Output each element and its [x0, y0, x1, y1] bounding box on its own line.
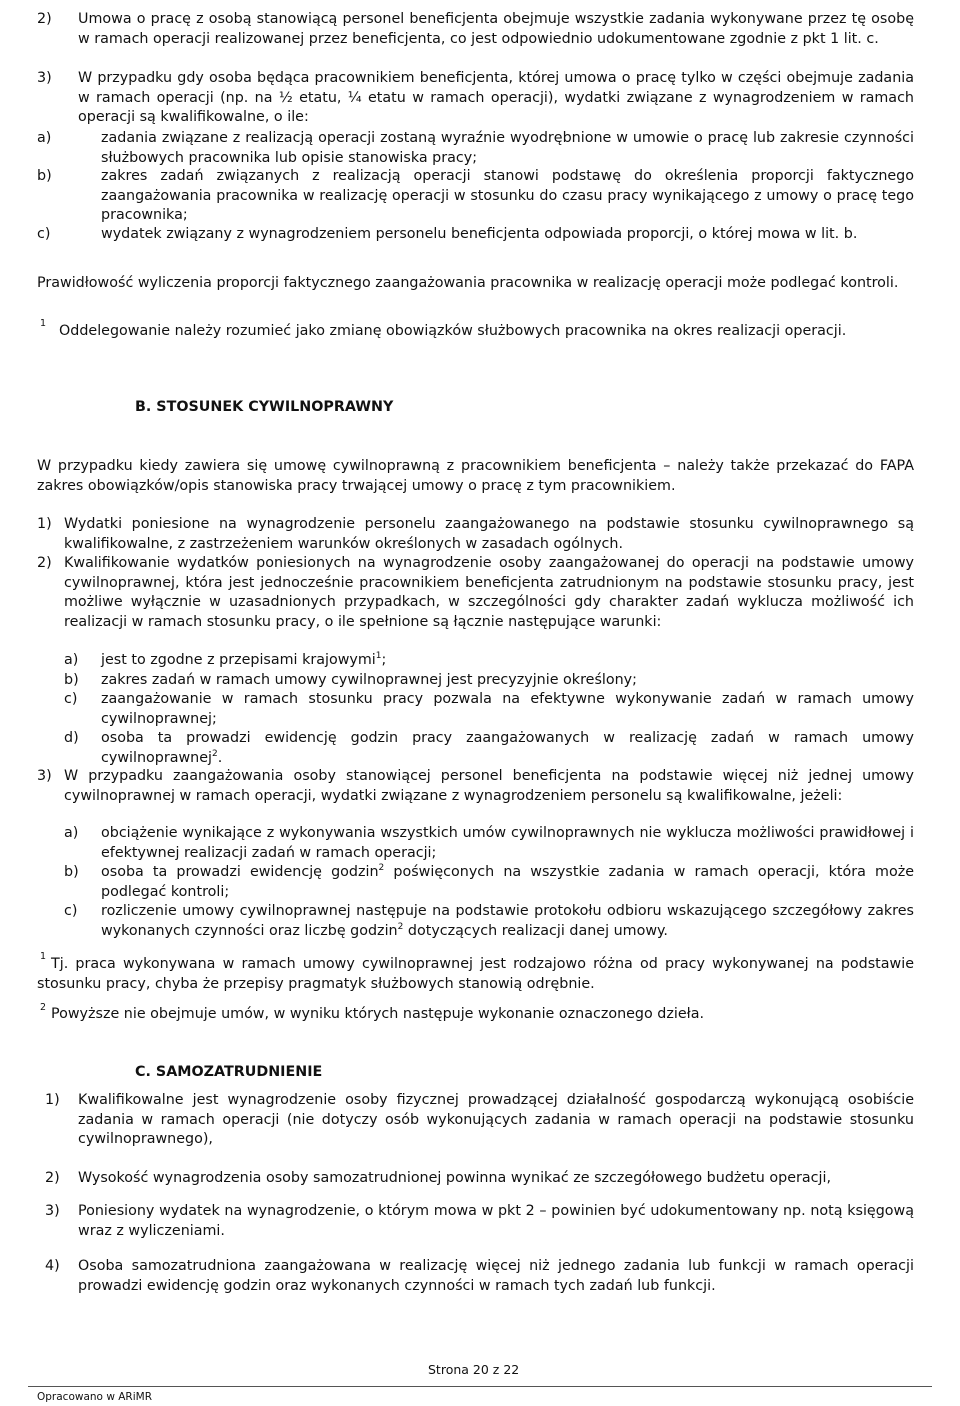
list-item: zaangażowanie w ramach stosunku pracy pozwala na efektywne wykonywanie zadań w ramach umowy cywilnoprawnej; [101, 691, 914, 727]
item-number: 1) [45, 1092, 60, 1108]
footer-divider [28, 1386, 932, 1387]
list-item: obciążenie wynikające z wykonywania wszystkich umów cywilnoprawnych nie wyklucza możliwości prawidłowej i efektywnej realizacji zadań w ramach operacji; [101, 825, 914, 861]
list-item: Kwalifikowalne jest wynagrodzenie osoby fizycznej prowadzącej działalność gospodarczą wykonującą osobiście zadania w ramach operacji (nie dotyczy osób wykonujących zadania w ramach operacji na podstawie stosunku cywilnoprawnego), [78, 1092, 914, 1148]
list-item: osoba ta prowadzi ewidencję godzin$^2$ poświęconych na wszystkie zadania w ramach operacji, która może podlegać kontroli; [101, 863, 914, 900]
list-item: osoba ta prowadzi ewidencję godzin pracy zaangażowanych w realizację zadań w ramach umowy cywilnoprawnej$^2$. [101, 730, 914, 766]
footnote: Tj. praca wykonywana w ramach umowy cywilnoprawnej jest rodzajowo różna od pracy wykonywanej na podstawie stosunku pracy, chyba że przepisy pragmatyk służbowych stanowią odrębnie. [37, 956, 914, 992]
subitem-letter: d) [64, 730, 79, 746]
section-heading: B. STOSUNEK CYWILNOPRAWNY [135, 399, 394, 415]
list-item: Osoba samozatrudniona zaangażowana w realizację więcej niż jednego zadania lub funkcji w ramach operacji prowadzi ewidencję godzin oraz wykonanych czynności w ramach tych zadań lub funkcji. [78, 1258, 914, 1294]
item-number: 2) [37, 555, 52, 571]
footnote-mark: 1 [40, 951, 47, 962]
subitem-letter: c) [37, 226, 51, 242]
list-item: jest to zgodne z przepisami krajowymi$^1$; [101, 651, 387, 668]
page-number: Strona 20 z 22 [428, 1362, 520, 1377]
subitem-letter: a) [37, 130, 52, 146]
intro-paragraph: W przypadku kiedy zawiera się umowę cywilnoprawną z pracownikiem beneficjenta – należy także przekazać do FAPA zakres obowiązków/opis stanowiska pracy trwającej umowy o pracę z tym pracownikiem. [37, 458, 914, 494]
subitem-letter: b) [64, 864, 79, 880]
list-item: Umowa o pracę z osobą stanowiącą personel beneficjenta obejmuje wszystkie zadania wykonywane przez tę osobę w ramach operacji realizowanej przez beneficjenta, co jest odpowiednio udokumentowane zgodnie z pkt 1 lit. c. [78, 11, 914, 47]
list-item: W przypadku zaangażowania osoby stanowiącej personel beneficjenta na podstawie więcej niż jednej umowy cywilnoprawnej w ramach operacji, wydatki związane z wynagrodzeniem personelu są kwalifikowalne, jeżeli: [64, 768, 914, 804]
item-number: 4) [45, 1258, 60, 1274]
item-number: 3) [37, 768, 52, 784]
footnote-mark: 2 [40, 1002, 47, 1013]
footnote-mark: 1 [40, 318, 47, 329]
list-item: wydatek związany z wynagrodzeniem personelu beneficjenta odpowiada proporcji, o której mowa w lit. b. [101, 226, 858, 242]
subitem-letter: b) [37, 168, 52, 184]
item-number: 3) [45, 1203, 60, 1219]
list-item: Kwalifikowanie wydatków poniesionych na wynagrodzenie osoby zaangażowanej do operacji na podstawie umowy cywilnoprawnej, która jest jednocześnie pracownikiem beneficjenta zatrudnionym na podstawie stosunku pracy, jest możliwe wyłącznie w uzasadnionych przypadkach, w szczególności gdy charakter zadań wyklucza możliwość ich realizacji w ramach stosunku pracy, o ile spełnione są łącznie następujące warunki: [64, 555, 914, 630]
subitem-letter: a) [64, 652, 79, 668]
list-item: Wysokość wynagrodzenia osoby samozatrudnionej powinna wynikać ze szczegółowego budżetu operacji, [78, 1170, 832, 1186]
list-item: zadania związane z realizacją operacji zostaną wyraźnie wyodrębnione w umowie o pracę lub zakresie czynności służbowych pracownika lub opisie stanowiska pracy; [101, 130, 914, 166]
list-item: zakres zadań w ramach umowy cywilnoprawnej jest precyzyjnie określony; [101, 672, 637, 688]
item-number: 2) [37, 11, 52, 27]
section-heading: C. SAMOZATRUDNIENIE [135, 1064, 323, 1080]
item-number: 3) [37, 70, 52, 86]
footnote: Oddelegowanie należy rozumieć jako zmianę obowiązków służbowych pracownika na okres realizacji operacji. [59, 323, 847, 339]
footnote: Powyższe nie obejmuje umów, w wyniku których następuje wykonanie oznaczonego dzieła. [51, 1006, 705, 1022]
list-item: Wydatki poniesione na wynagrodzenie personelu zaangażowanego na podstawie stosunku cywilnoprawnego są kwalifikowalne, z zastrzeżeniem warunków określonych w zasadach ogólnych. [64, 516, 914, 552]
subitem-letter: c) [64, 903, 78, 919]
list-item: zakres zadań związanych z realizacją operacji stanowi podstawę do określenia proporcji faktycznego zaangażowania pracownika w realizację operacji w stosunku do czasu pracy wynikającego z umowy o pracę tego pracownika; [101, 168, 914, 224]
item-number: 2) [45, 1170, 60, 1186]
subitem-letter: b) [64, 672, 79, 688]
control-note: Prawidłowość wyliczenia proporcji faktycznego zaangażowania pracownika w realizację operacji może podlegać kontroli. [37, 275, 899, 291]
list-item: rozliczenie umowy cywilnoprawnej następuje na podstawie protokołu odbioru wskazującego szczegółowy zakres wykonanych czynności oraz liczbę godzin$^2$ dotyczących realizacji danej umowy. [101, 903, 914, 939]
subitem-letter: a) [64, 825, 79, 841]
subitem-letter: c) [64, 691, 78, 707]
list-item: Poniesiony wydatek na wynagrodzenie, o którym mowa w pkt 2 – powinien być udokumentowany np. notą księgową wraz z wyliczeniami. [78, 1203, 914, 1239]
footer-credit: Opracowano w ARiMR [37, 1391, 152, 1403]
item-number: 1) [37, 516, 52, 532]
list-item: W przypadku gdy osoba będąca pracownikiem beneficjenta, której umowa o pracę tylko w części obejmuje zadania w ramach operacji (np. na ½ etatu, ¼ etatu w ramach operacji), wydatki związane z wynagrodzeniem w ramach operacji są kwalifikowalne, o ile: [78, 70, 914, 126]
